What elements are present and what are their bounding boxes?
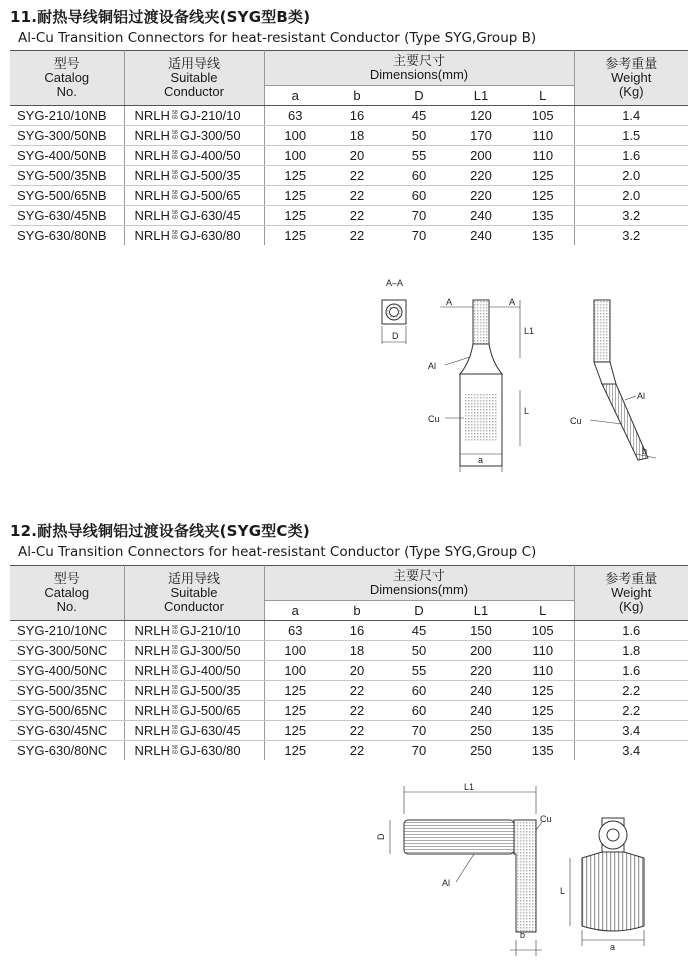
cell-weight: 2.0 [574,166,688,186]
cell-weight: 1.6 [574,146,688,166]
label-l: L [524,406,530,416]
cell-a: 63 [264,621,326,641]
cell-b: 22 [326,166,388,186]
cell-a: 125 [264,721,326,741]
cell-model: SYG-210/10NC [10,621,124,641]
label-a: a [610,942,616,952]
cell-b: 22 [349,742,365,758]
cell-a: 125 [264,701,326,721]
table-row [10,146,688,166]
cell-model: SYG-630/80NC [10,741,124,761]
diagram-c [370,780,690,960]
cell-b: 22 [326,721,388,741]
cell-weight: 2.2 [574,701,688,721]
cell-weight: 3.2 [574,226,688,246]
cell-model: SYG-300/50NB [10,126,124,146]
table-row [10,741,688,761]
cell-l1: 240 [450,206,512,226]
header-catalog: 型号 Catalog No. [10,566,124,621]
cell-model: SYG-400/50NC [10,661,124,681]
cell-b: 22 [326,186,388,206]
header-conductor: 适用导线 Suitable Conductor [124,566,264,621]
cell-d: 60 [388,681,450,701]
cell-b: 22 [326,206,388,226]
label-al-side: Al [637,391,646,401]
cell-l: 125 [512,701,574,721]
table-row [10,206,688,226]
table-row [10,681,688,701]
cell-conductor: NRLH 58 60 GJ-630/80 [124,226,264,246]
cell-a: 125 [264,206,326,226]
cell-l: 105 [512,106,574,126]
cell-a: 100 [264,661,326,681]
cell-l: 125 [512,681,574,701]
table-row [10,106,688,126]
cell-weight: 3.2 [574,206,688,226]
cell-d: 45 [388,621,450,641]
cell-a: 125 [264,166,326,186]
header-col-l1: L1 [450,86,512,106]
connector-front-view [440,300,520,472]
cell-weight: 1.5 [574,126,688,146]
cell-l1: 150 [450,621,512,641]
cell-l1: 170 [450,126,512,146]
cell-weight: 3.4 [574,721,688,741]
table-c-body [10,621,688,761]
header-col-a: a [264,601,326,621]
cell-b: 20 [326,661,388,681]
cell-d: 70 [411,742,427,758]
header-col-l: L [512,86,574,106]
cell-conductor: NRLH 58 60 GJ-500/35 [124,166,264,186]
header-dimensions: 主要尺寸 Dimensions(mm) [264,51,574,86]
header-col-d: D [388,601,450,621]
cell-l: 135 [531,227,554,243]
cell-d: 50 [388,641,450,661]
cell-b: 20 [326,146,388,166]
section-c-title: 12.耐热导线铜铝过渡设备线夹(SYG型C类) [10,522,310,540]
cell-model: SYG-630/45NB [10,206,124,226]
label-l1: L1 [464,782,475,792]
label-b: b [642,446,648,456]
cell-b: 16 [326,106,388,126]
cell-conductor: NRLH 58 60 GJ-500/35 [124,681,264,701]
table-row [10,186,688,206]
cell-conductor: NRLH 58 60 GJ-500/65 [124,186,264,206]
table-b-body [10,106,688,246]
cell-model: SYG-500/65NB [10,186,124,206]
cell-l1: 240 [470,227,492,243]
cell-d: 45 [388,106,450,126]
label-al: Al [442,878,451,888]
cell-l1: 220 [450,661,512,681]
label-section-aa: A–A [386,278,404,288]
cell-weight: 1.6 [574,661,688,681]
cell-model: SYG-400/50NB [10,146,124,166]
section-b-subtitle: Al-Cu Transition Connectors for heat-resistant Conductor (Type SYG,Group B) [18,30,537,46]
cell-weight: 1.6 [574,621,688,641]
cell-l: 105 [512,621,574,641]
label-a: a [478,455,484,465]
cell-conductor: NRLH 58 60 GJ-400/50 [124,661,264,681]
cell-model: SYG-500/35NB [10,166,124,186]
section-c-subtitle: Al-Cu Transition Connectors for heat-resistant Conductor (Type SYG,Group C) [18,544,537,560]
cell-d: 70 [411,227,427,243]
cell-b: 22 [349,227,365,243]
cell-b: 18 [326,641,388,661]
label-l: L [560,886,566,896]
cell-d: 55 [388,146,450,166]
cell-conductor: NRLH 58 60 GJ-300/50 [124,126,264,146]
table-row [10,126,688,146]
cell-conductor: NRLH 58 60 GJ-500/65 [124,701,264,721]
cell-model: SYG-500/35NC [10,681,124,701]
cell-conductor: NRLH 58 60 GJ-400/50 [124,146,264,166]
label-al: Al [428,361,437,371]
table-row [10,226,688,246]
header-col-a: a [264,86,326,106]
label-d: D [392,331,399,341]
cell-l: 125 [512,186,574,206]
cell-l1: 240 [450,681,512,701]
cell-b: 22 [326,681,388,701]
table-row [10,621,688,641]
cell-model: SYG-630/80NB [10,226,124,246]
cell-l1: 220 [450,186,512,206]
table-row [10,661,688,681]
cell-l1: 250 [470,742,492,758]
cell-d: 70 [388,206,450,226]
label-b: b [520,930,526,940]
cell-l: 110 [512,126,574,146]
header-dimensions: 主要尺寸 Dimensions(mm) [264,566,574,601]
connector-front-view [570,818,644,946]
label-cu: Cu [540,814,552,824]
cell-weight: 2.0 [574,186,688,206]
table-row [10,166,688,186]
spec-table-b [10,50,688,245]
header-col-l: L [512,601,574,621]
cell-weight: 1.8 [574,641,688,661]
cell-l1: 240 [450,701,512,721]
cell-a: 125 [284,742,307,758]
cell-l: 125 [512,166,574,186]
header-col-d: D [388,86,450,106]
cell-a: 125 [264,681,326,701]
label-l1: L1 [524,326,535,336]
cell-l: 110 [512,641,574,661]
cell-model: SYG-500/65NC [10,701,124,721]
cell-d: 60 [388,186,450,206]
cell-b: 18 [326,126,388,146]
cell-b: 16 [326,621,388,641]
label-cu-side: Cu [570,416,582,426]
label-d: D [376,833,386,840]
table-row [10,641,688,661]
table-row [10,701,688,721]
cell-d: 70 [388,721,450,741]
cell-d: 50 [388,126,450,146]
cell-d: 60 [388,166,450,186]
cell-l1: 200 [450,146,512,166]
spec-table-c [10,565,688,760]
cell-l1: 120 [450,106,512,126]
cell-a: 63 [264,106,326,126]
cell-model: SYG-630/45NC [10,721,124,741]
header-col-b: b [326,601,388,621]
header-catalog: 型号 Catalog No. [10,51,124,106]
cell-l: 135 [512,206,574,226]
cell-l1: 250 [450,721,512,741]
cell-conductor: NRLH 58 60 GJ-210/10 [124,106,264,126]
cell-model: SYG-210/10NB [10,106,124,126]
cell-conductor: NRLH 58 60 GJ-630/45 [124,721,264,741]
connector-side-view [590,300,656,460]
cell-conductor: NRLH 58 60 GJ-300/50 [124,641,264,661]
cell-b: 22 [326,701,388,721]
cell-a: 125 [284,227,307,243]
cell-a: 100 [264,146,326,166]
header-weight: 参考重量 Weight (Kg) [574,51,688,106]
diagram-b [360,262,690,472]
cell-model: SYG-300/50NC [10,641,124,661]
cell-l: 135 [531,742,554,758]
cell-l: 110 [512,146,574,166]
header-col-l1: L1 [450,601,512,621]
cell-a: 125 [264,186,326,206]
cell-weight: 1.4 [574,106,688,126]
cell-a: 100 [264,126,326,146]
header-col-b: b [326,86,388,106]
cell-d: 55 [388,661,450,681]
cell-l1: 220 [450,166,512,186]
cell-l: 135 [512,721,574,741]
cell-l: 110 [512,661,574,681]
table-row [10,721,688,741]
label-cu: Cu [428,414,440,424]
header-weight: 参考重量 Weight (Kg) [574,566,688,621]
label-a-right: A [509,297,516,307]
cell-a: 100 [264,641,326,661]
section-b-title: 11.耐热导线铜铝过渡设备线夹(SYG型B类) [10,8,311,26]
header-conductor: 适用导线 Suitable Conductor [124,51,264,106]
cell-d: 60 [388,701,450,721]
cell-l1: 200 [450,641,512,661]
label-a-left: A [446,297,453,307]
cell-conductor: NRLH 58 60 GJ-630/45 [124,206,264,226]
cell-weight: 3.4 [574,741,688,761]
cell-conductor: NRLH 58 60 GJ-630/80 [124,741,264,761]
cell-weight: 2.2 [574,681,688,701]
cell-conductor: NRLH 58 60 GJ-210/10 [124,621,264,641]
